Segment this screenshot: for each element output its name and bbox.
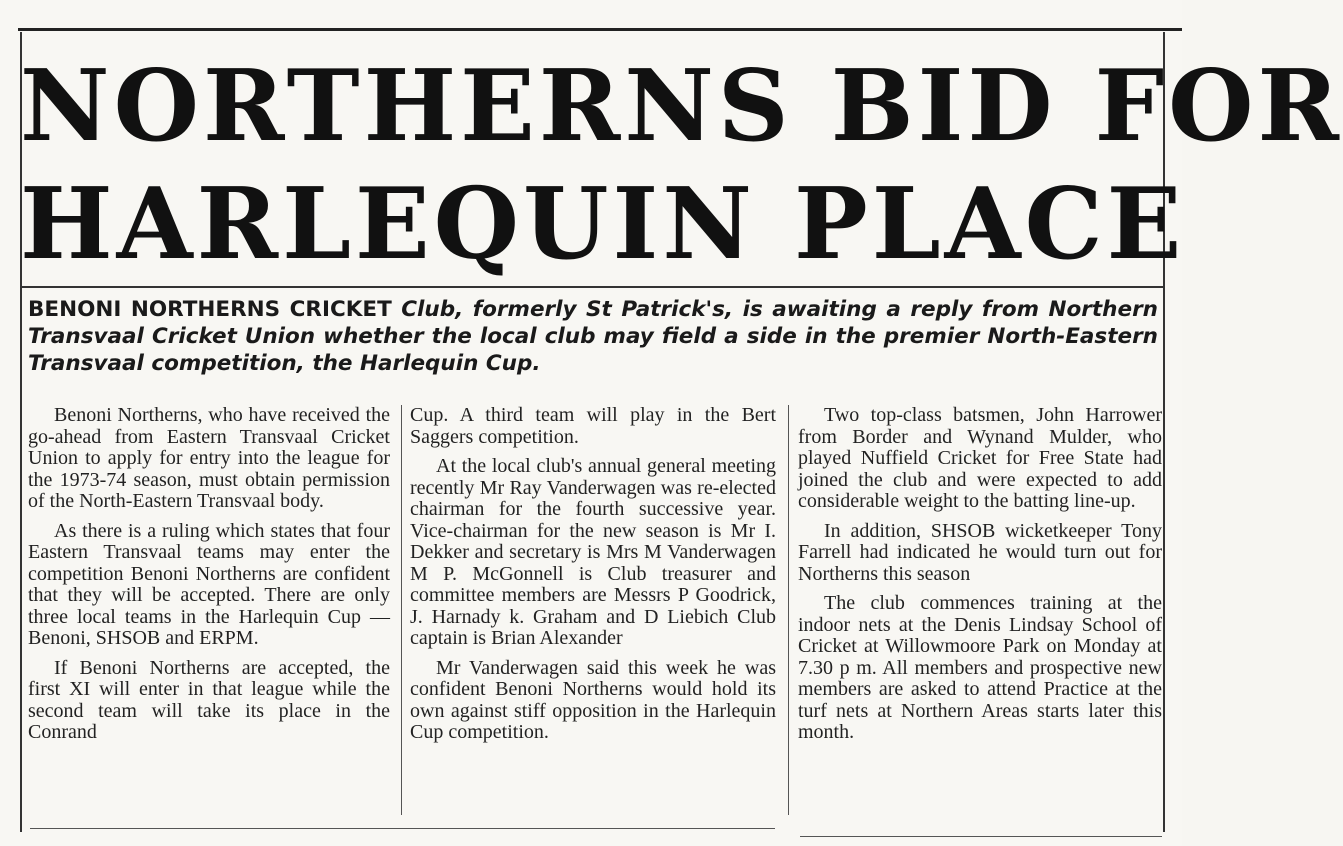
headline-line-2: HARLEQUIN PLACE [20,167,1186,282]
column-1-paragraph: As there is a ruling which states that four Eastern Transvaal teams may enter the competition Benoni Northerns are confident that they will be accepted. There are only three local teams in the Harlequin Cup — Benoni, SHSOB and ERPM. [28,519,390,649]
column-2-continuation: Cup. A third team will play in the Bert Saggers competition. [410,404,776,448]
column-1-paragraph: If Benoni Northerns are accepted, the first XI will enter in that league while the second team will take its place in the Conrand [28,656,390,743]
intro-paragraph [28,296,1158,377]
column-divider-1 [401,405,402,815]
column-3-paragraph: The club commences training at the indoor nets at the Denis Lindsay School of Cricket at Willowmoore Park on Monday at 7.30 p m. All members and prospective new members are asked to attend Practice at the turf nets at Northern Areas starts later this month. [798,592,1162,743]
headline-divider [20,286,1163,288]
article-column-3 [798,405,1162,752]
top-rule [18,28,1182,31]
column-divider-2 [788,405,789,815]
article-column-2 [410,405,776,752]
intro-rest: Club, formerly St Patrick's, is awaiting a reply from Northern Transvaal Cricket Union whether the local club may field a side in the premier North-Eastern Transvaal competition, the Harlequin Cup. [28,297,1158,376]
headline-line-1: NORTHERNS BID FOR [20,49,1343,164]
column-3-paragraph: Two top-class batsmen, John Harrower from Border and Wynand Mulder, who played Nuffield Cricket for Free State had joined the club and were expected to add considerable weight to the batting line-up. [798,404,1162,512]
column-2-paragraph: At the local club's annual general meeting recently Mr Ray Vanderwagen was re-elected chairman for the fourth successive year. Vice-chairman for the new season is Mr I. Dekker and secretary is Mrs M Vanderwagen M P. McGonnell is Club treasurer and committee members are Messrs P Goodrick, J. Harnady k. Graham and D Liebich Club captain is Brian Alexander [410,455,776,649]
bottom-rule-right [800,836,1162,837]
column-1-paragraph: Benoni Northerns, who have received the go-ahead from Eastern Transvaal Cricket Union to apply for entry into the league for the 1973-74 season, must obtain permission of the North-Eastern Transvaal body. [28,404,390,512]
article-column-1 [28,405,390,752]
column-3-paragraph: In addition, SHSOB wicketkeeper Tony Farrell had indicated he would turn out for Northerns this season [798,519,1162,585]
bottom-rule [30,828,775,829]
column-2-paragraph: Mr Vanderwagen said this week he was confident Benoni Northerns would hold its own against stiff opposition in the Harlequin Cup competition. [410,656,776,743]
intro-lead: BENONI NORTHERNS CRICKET [28,297,392,322]
